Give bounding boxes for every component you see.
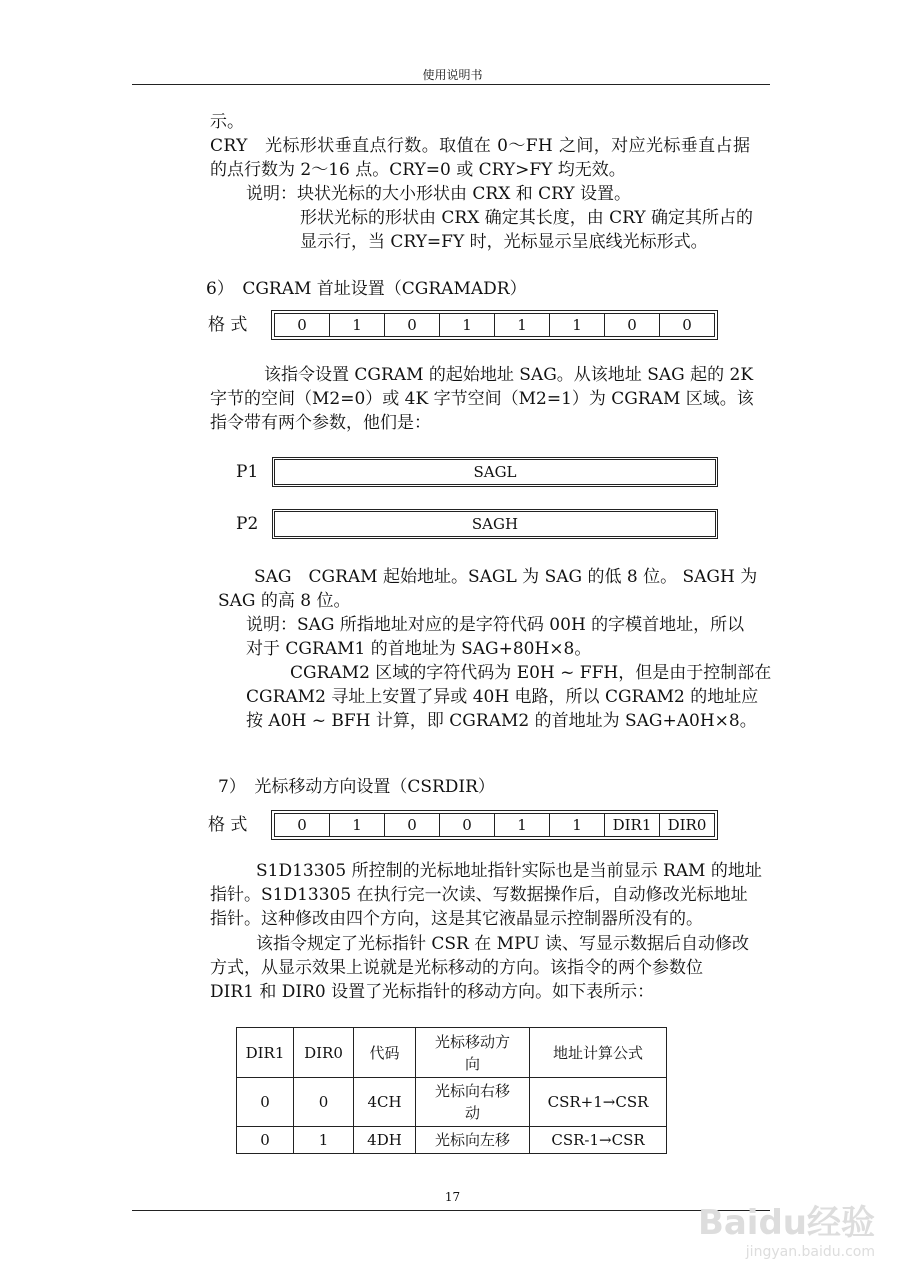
table-cell: 0 xyxy=(237,1078,294,1127)
text-line: SAG 的高 8 位。 xyxy=(218,591,351,611)
bit-cell: 1 xyxy=(439,314,494,336)
bit-cell: 0 xyxy=(384,314,439,336)
bit-cell: 0 xyxy=(384,814,439,836)
footer-rule xyxy=(132,1210,770,1211)
bit-cell: 1 xyxy=(549,314,604,336)
text-line: 指针。这种修改由四个方向，这是其它液晶显示控制器所没有的。 xyxy=(210,909,703,929)
table-cell: CSR-1→CSR xyxy=(530,1127,667,1154)
watermark-brand: Baidu经验 xyxy=(697,1203,875,1243)
text-line: 方式，从显示效果上说就是光标移动的方向。该指令的两个参数位 xyxy=(210,958,703,978)
text-line: SAG CGRAM 起始地址。SAGL 为 SAG 的低 8 位。 SAGH 为 xyxy=(254,567,758,587)
text-line: 该指令设置 CGRAM 的起始地址 SAG。从该地址 SAG 起的 2K xyxy=(264,365,754,385)
table-cell: 光标向右移 动 xyxy=(416,1078,530,1127)
text-line: 示。 xyxy=(210,112,244,132)
bit-cell: 1 xyxy=(494,314,549,336)
table-header-row xyxy=(237,1028,667,1078)
table-header: 地址计算公式 xyxy=(530,1028,667,1078)
table-header: 光标移动方 向 xyxy=(416,1028,530,1078)
section-heading: 7） 光标移动方向设置（CSRDIR） xyxy=(218,777,495,797)
bit-cell: 1 xyxy=(329,314,384,336)
bit-cell: 1 xyxy=(329,814,384,836)
bit-cell: 0 xyxy=(297,816,307,834)
text-line: 说明：SAG 所指地址对应的是字符代码 00H 的字模首地址，所以 xyxy=(246,615,745,635)
text-line: 显示行，当 CRY=FY 时，光标显示呈底线光标形式。 xyxy=(300,232,708,252)
text-line: DIR1 和 DIR0 设置了光标指针的移动方向。如下表所示： xyxy=(210,982,655,1002)
table-cell: 4CH xyxy=(354,1078,416,1127)
section-heading: 6） CGRAM 首址设置（CGRAMADR） xyxy=(206,279,527,299)
page-header-title: 使用说明书 xyxy=(422,68,483,82)
text-line: CGRAM2 寻址上安置了异或 40H 电路，所以 CGRAM2 的地址应 xyxy=(246,687,759,707)
format-bit-table xyxy=(274,813,715,837)
bit-cell: 0 xyxy=(659,314,714,336)
table-header: 代码 xyxy=(354,1028,416,1078)
table-cell: 光标向左移 xyxy=(416,1127,530,1154)
table-header: DIR0 xyxy=(294,1028,354,1078)
text-line: CRY 光标形状垂直点行数。取值在 0～FH 之间，对应光标垂直占据 xyxy=(210,136,751,156)
text-line: 指令带有两个参数，他们是： xyxy=(210,413,431,433)
text-line: 字节的空间（M2=0）或 4K 字节空间（M2=1）为 CGRAM 区域。该 xyxy=(210,389,754,409)
watermark-url: jingyan.baidu.com xyxy=(745,1244,875,1260)
bit-cell: 0 xyxy=(297,316,307,334)
table-cell: 0 xyxy=(294,1078,354,1127)
table-cell: 0 xyxy=(237,1127,294,1154)
text-line: 形状光标的形状由 CRX 确定其长度，由 CRY 确定其所占的 xyxy=(300,208,754,228)
page-number: 17 xyxy=(444,1190,461,1204)
text-line: 该指令规定了光标指针 CSR 在 MPU 读、写显示数据后自动修改 xyxy=(256,934,749,954)
table-cell: CSR+1→CSR xyxy=(530,1078,667,1127)
param-label: P1 xyxy=(236,462,259,482)
table-header: DIR1 xyxy=(237,1028,294,1078)
text-line: S1D13305 所控制的光标地址指针实际也是当前显示 RAM 的地址 xyxy=(256,861,762,881)
param-box: SAGH xyxy=(274,511,716,537)
text-line: 的点行数为 2～16 点。CRY=0 或 CRY>FY 均无效。 xyxy=(210,160,626,180)
bit-cell: DIR1 xyxy=(604,814,659,836)
direction-table xyxy=(236,1027,667,1154)
format-label: 格 式 xyxy=(208,315,248,335)
table-row xyxy=(237,1078,667,1127)
param-label: P2 xyxy=(236,514,259,534)
bit-cell: DIR0 xyxy=(659,814,714,836)
bit-cell: 0 xyxy=(604,314,659,336)
text-line: 对于 CGRAM1 的首地址为 SAG+80H×8。 xyxy=(246,639,592,659)
baidu-watermark xyxy=(698,1195,875,1260)
bit-cell: 0 xyxy=(439,814,494,836)
bit-cell: 1 xyxy=(494,814,549,836)
table-cell: 4DH xyxy=(354,1127,416,1154)
text-line: CGRAM2 区域的字符代码为 E0H ~ FFH，但是由于控制部在 xyxy=(290,663,772,683)
table-cell: 1 xyxy=(294,1127,354,1154)
param-box: SAGL xyxy=(274,459,716,485)
text-line: 指针。S1D13305 在执行完一次读、写数据操作后，自动修改光标地址 xyxy=(210,885,748,905)
format-label: 格 式 xyxy=(208,815,248,835)
format-bit-table xyxy=(274,313,715,337)
header-rule xyxy=(132,84,770,85)
text-line: 说明：块状光标的大小形状由 CRX 和 CRY 设置。 xyxy=(246,184,632,204)
text-line: 按 A0H ~ BFH 计算，即 CGRAM2 的首地址为 SAG+A0H×8。 xyxy=(246,711,757,731)
bit-cell: 1 xyxy=(549,814,604,836)
table-row xyxy=(237,1127,667,1154)
